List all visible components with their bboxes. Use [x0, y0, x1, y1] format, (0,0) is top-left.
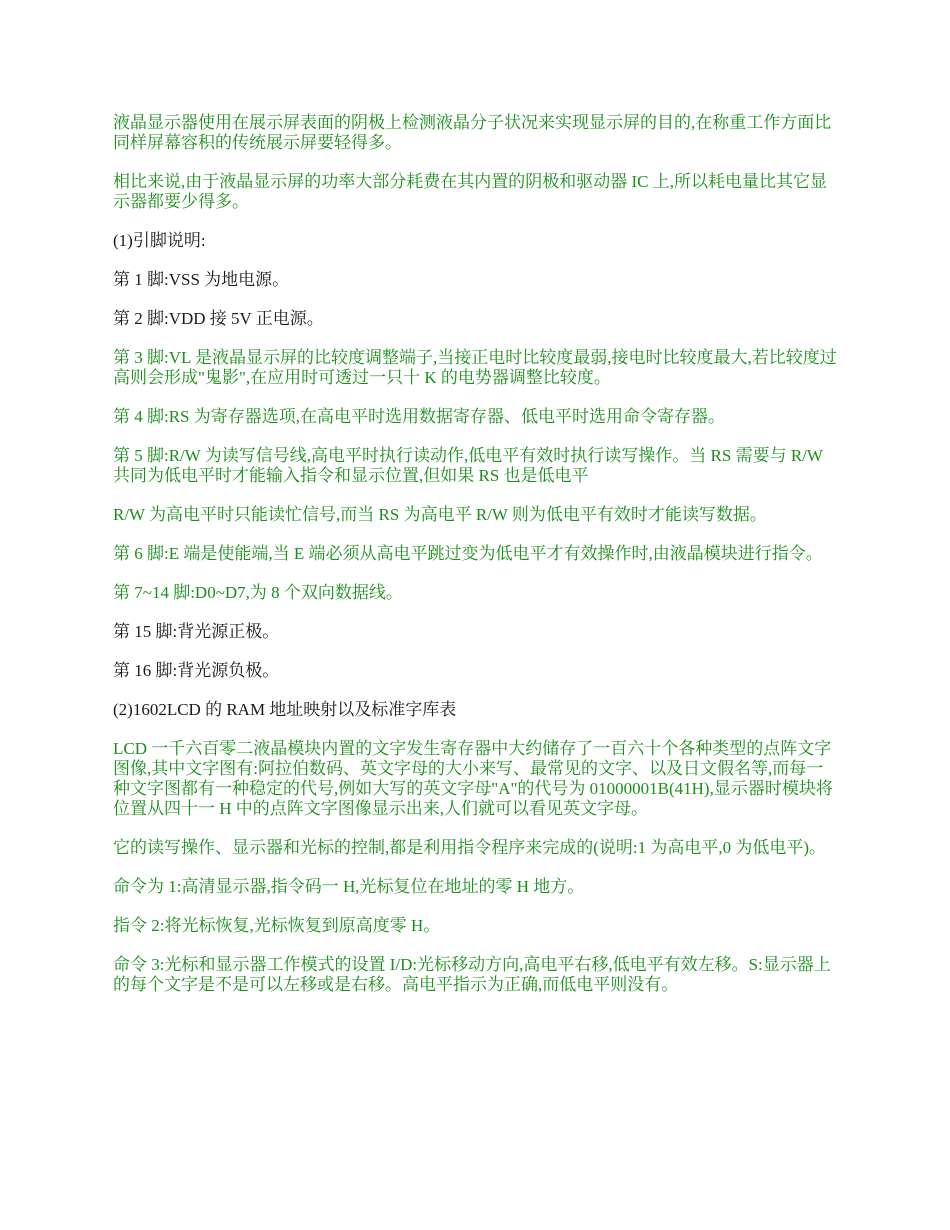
paragraph-lcd-intro: 液晶显示器使用在展示屏表面的阴极上检测液晶分子状况来实现显示屏的目的,在称重工作方面比同样屏幕容积的传统展示屏要轻得多。: [113, 113, 832, 152]
paragraph-instruction-control: 它的读写操作、显示器和光标的控制,都是利用指令程序来完成的(说明:1 为高电平,0 为低电平)。: [113, 838, 827, 857]
paragraph-character-generator: LCD 一千六百零二液晶模块内置的文字发生寄存器中大约储存了一百六十个各种类型的点阵文字图像,其中文字图有:阿拉伯数码、英文字母的大小来写、最常见的文字、以及日文假名等,而每一种文字图都有一种稳定的代号,例如大写的英文字母"A"的代号为 01000001B(41H),显示器时模块将位置从四十一 H 中的点阵文字图像显示出来,人们就可以看见英文字母。: [113, 739, 833, 818]
paragraph-command-1: 命令为 1:高清显示器,指令码一 H,光标复位在地址的零 H 地方。: [113, 877, 585, 896]
paragraph-pin-5-continued: R/W 为高电平时只能读忙信号,而当 RS 为高电平 R/W 则为低电平有效时才能读写数据。: [113, 505, 767, 524]
paragraph-pin-16: 第 16 脚:背光源负极。: [113, 661, 280, 680]
paragraph-pin-4: 第 4 脚:RS 为寄存器选项,在高电平时选用数据寄存器、低电平时选用命令寄存器。: [113, 407, 726, 426]
paragraph-pins-7-14: 第 7~14 脚:D0~D7,为 8 个双向数据线。: [113, 583, 403, 602]
paragraph-command-3: 命令 3:光标和显示器工作模式的设置 I/D:光标移动方向,高电平右移,低电平有效左移。S:显示器上的每个文字是不是可以左移或是右移。高电平指示为正确,而低电平则没有。: [113, 955, 831, 994]
document-page: [113, 113, 838, 1014]
heading-ram-mapping: (2)1602LCD 的 RAM 地址映射以及标准字库表: [113, 700, 457, 719]
paragraph-pin-2: 第 2 脚:VDD 接 5V 正电源。: [113, 309, 324, 328]
paragraph-pin-6: 第 6 脚:E 端是使能端,当 E 端必须从高电平跳过变为低电平才有效操作时,由液晶模块进行指令。: [113, 544, 823, 563]
heading-pin-description: (1)引脚说明:: [113, 231, 206, 250]
paragraph-power-consumption: 相比来说,由于液晶显示屏的功率大部分耗费在其内置的阴极和驱动器 IC 上,所以耗电量比其它显示器都要少得多。: [113, 172, 827, 211]
paragraph-command-2: 指令 2:将光标恢复,光标恢复到原高度零 H。: [113, 916, 441, 935]
paragraph-pin-15: 第 15 脚:背光源正极。: [113, 622, 280, 641]
paragraph-pin-3: 第 3 脚:VL 是液晶显示屏的比较度调整端子,当接正电时比较度最弱,接电时比较度最大,若比较度过高则会形成"鬼影",在应用时可透过一只十 K 的电势器调整比较度。: [113, 348, 837, 387]
paragraph-pin-5: 第 5 脚:R/W 为读写信号线,高电平时执行读动作,低电平有效时执行读写操作。当 RS 需要与 R/W 共同为低电平时才能输入指令和显示位置,但如果 RS 也是低电平: [113, 446, 823, 485]
paragraph-pin-1: 第 1 脚:VSS 为地电源。: [113, 270, 290, 289]
